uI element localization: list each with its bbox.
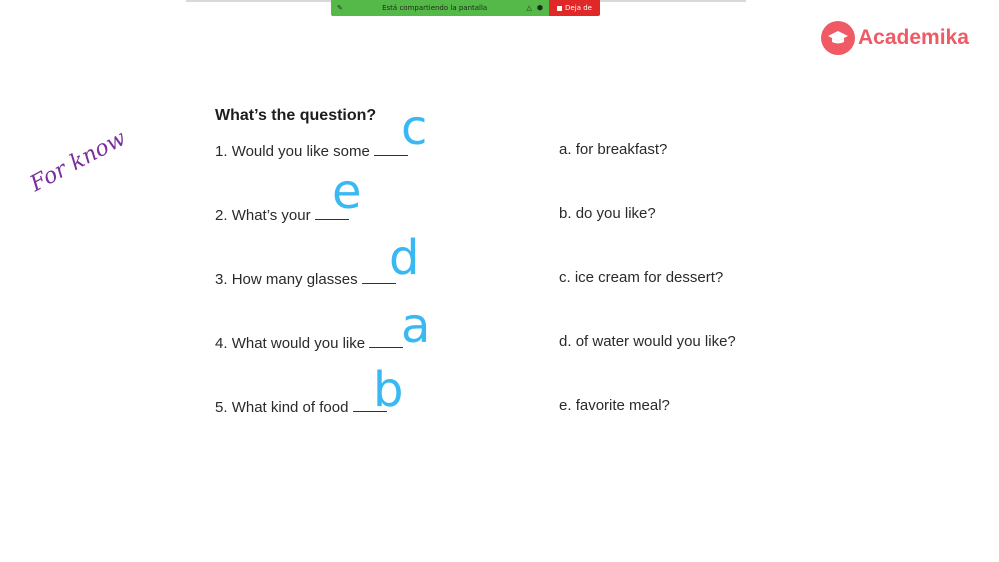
- sharing-status-text: Está compartiendo la pantalla: [382, 4, 488, 12]
- question-number: 3.: [215, 271, 228, 288]
- option-text: favorite meal?: [575, 397, 670, 414]
- question-text: Would you like some: [231, 143, 370, 160]
- question-text: What would you like: [231, 335, 366, 352]
- option-text: ice cream for dessert?: [574, 269, 724, 286]
- pen-icon[interactable]: ✎: [337, 4, 343, 12]
- question-number: 1.: [215, 143, 228, 160]
- option-b: [559, 205, 656, 222]
- screen-share-bar: [331, 0, 600, 16]
- question-1: [215, 141, 408, 160]
- stop-sharing-label: Deja de: [565, 4, 592, 12]
- option-letter: a.: [559, 141, 572, 158]
- option-c: [559, 269, 723, 286]
- annotate-icon[interactable]: △: [526, 4, 532, 12]
- option-letter: d.: [559, 333, 572, 350]
- exercise-title: What’s the question?: [215, 107, 377, 124]
- handwritten-answer-3: d: [389, 230, 420, 286]
- question-4: [215, 333, 403, 352]
- option-letter: e.: [559, 397, 572, 414]
- handwritten-answer-4: a: [401, 298, 431, 354]
- question-2: [215, 205, 349, 224]
- question-number: 2.: [215, 207, 228, 224]
- question-text: What kind of food: [231, 399, 349, 416]
- question-text: What’s your: [231, 207, 311, 224]
- answer-blank: [369, 333, 403, 348]
- option-letter: c.: [559, 269, 571, 286]
- question-5: [215, 397, 387, 416]
- question-3: [215, 269, 396, 288]
- option-d: [559, 333, 736, 350]
- stop-icon: [557, 6, 562, 11]
- shield-icon[interactable]: ⬢: [536, 4, 543, 12]
- option-a: [559, 141, 667, 158]
- option-letter: b.: [559, 205, 572, 222]
- option-text: of water would you like?: [575, 333, 736, 350]
- option-e: [559, 397, 670, 414]
- stop-sharing-button[interactable]: [549, 0, 600, 16]
- handwritten-answer-1: c: [401, 100, 428, 156]
- academika-logo: [821, 21, 969, 55]
- logo-text: Academika: [858, 26, 969, 49]
- handwritten-answer-5: b: [373, 362, 404, 418]
- handwritten-answer-2: e: [332, 164, 362, 220]
- option-text: for breakfast?: [575, 141, 668, 158]
- question-number: 5.: [215, 399, 228, 416]
- question-number: 4.: [215, 335, 228, 352]
- option-text: do you like?: [575, 205, 656, 222]
- graduation-cap-icon: [821, 21, 855, 55]
- handwritten-margin-note: For know: [26, 125, 131, 197]
- question-text: How many glasses: [231, 271, 358, 288]
- sharing-indicator: [331, 0, 549, 16]
